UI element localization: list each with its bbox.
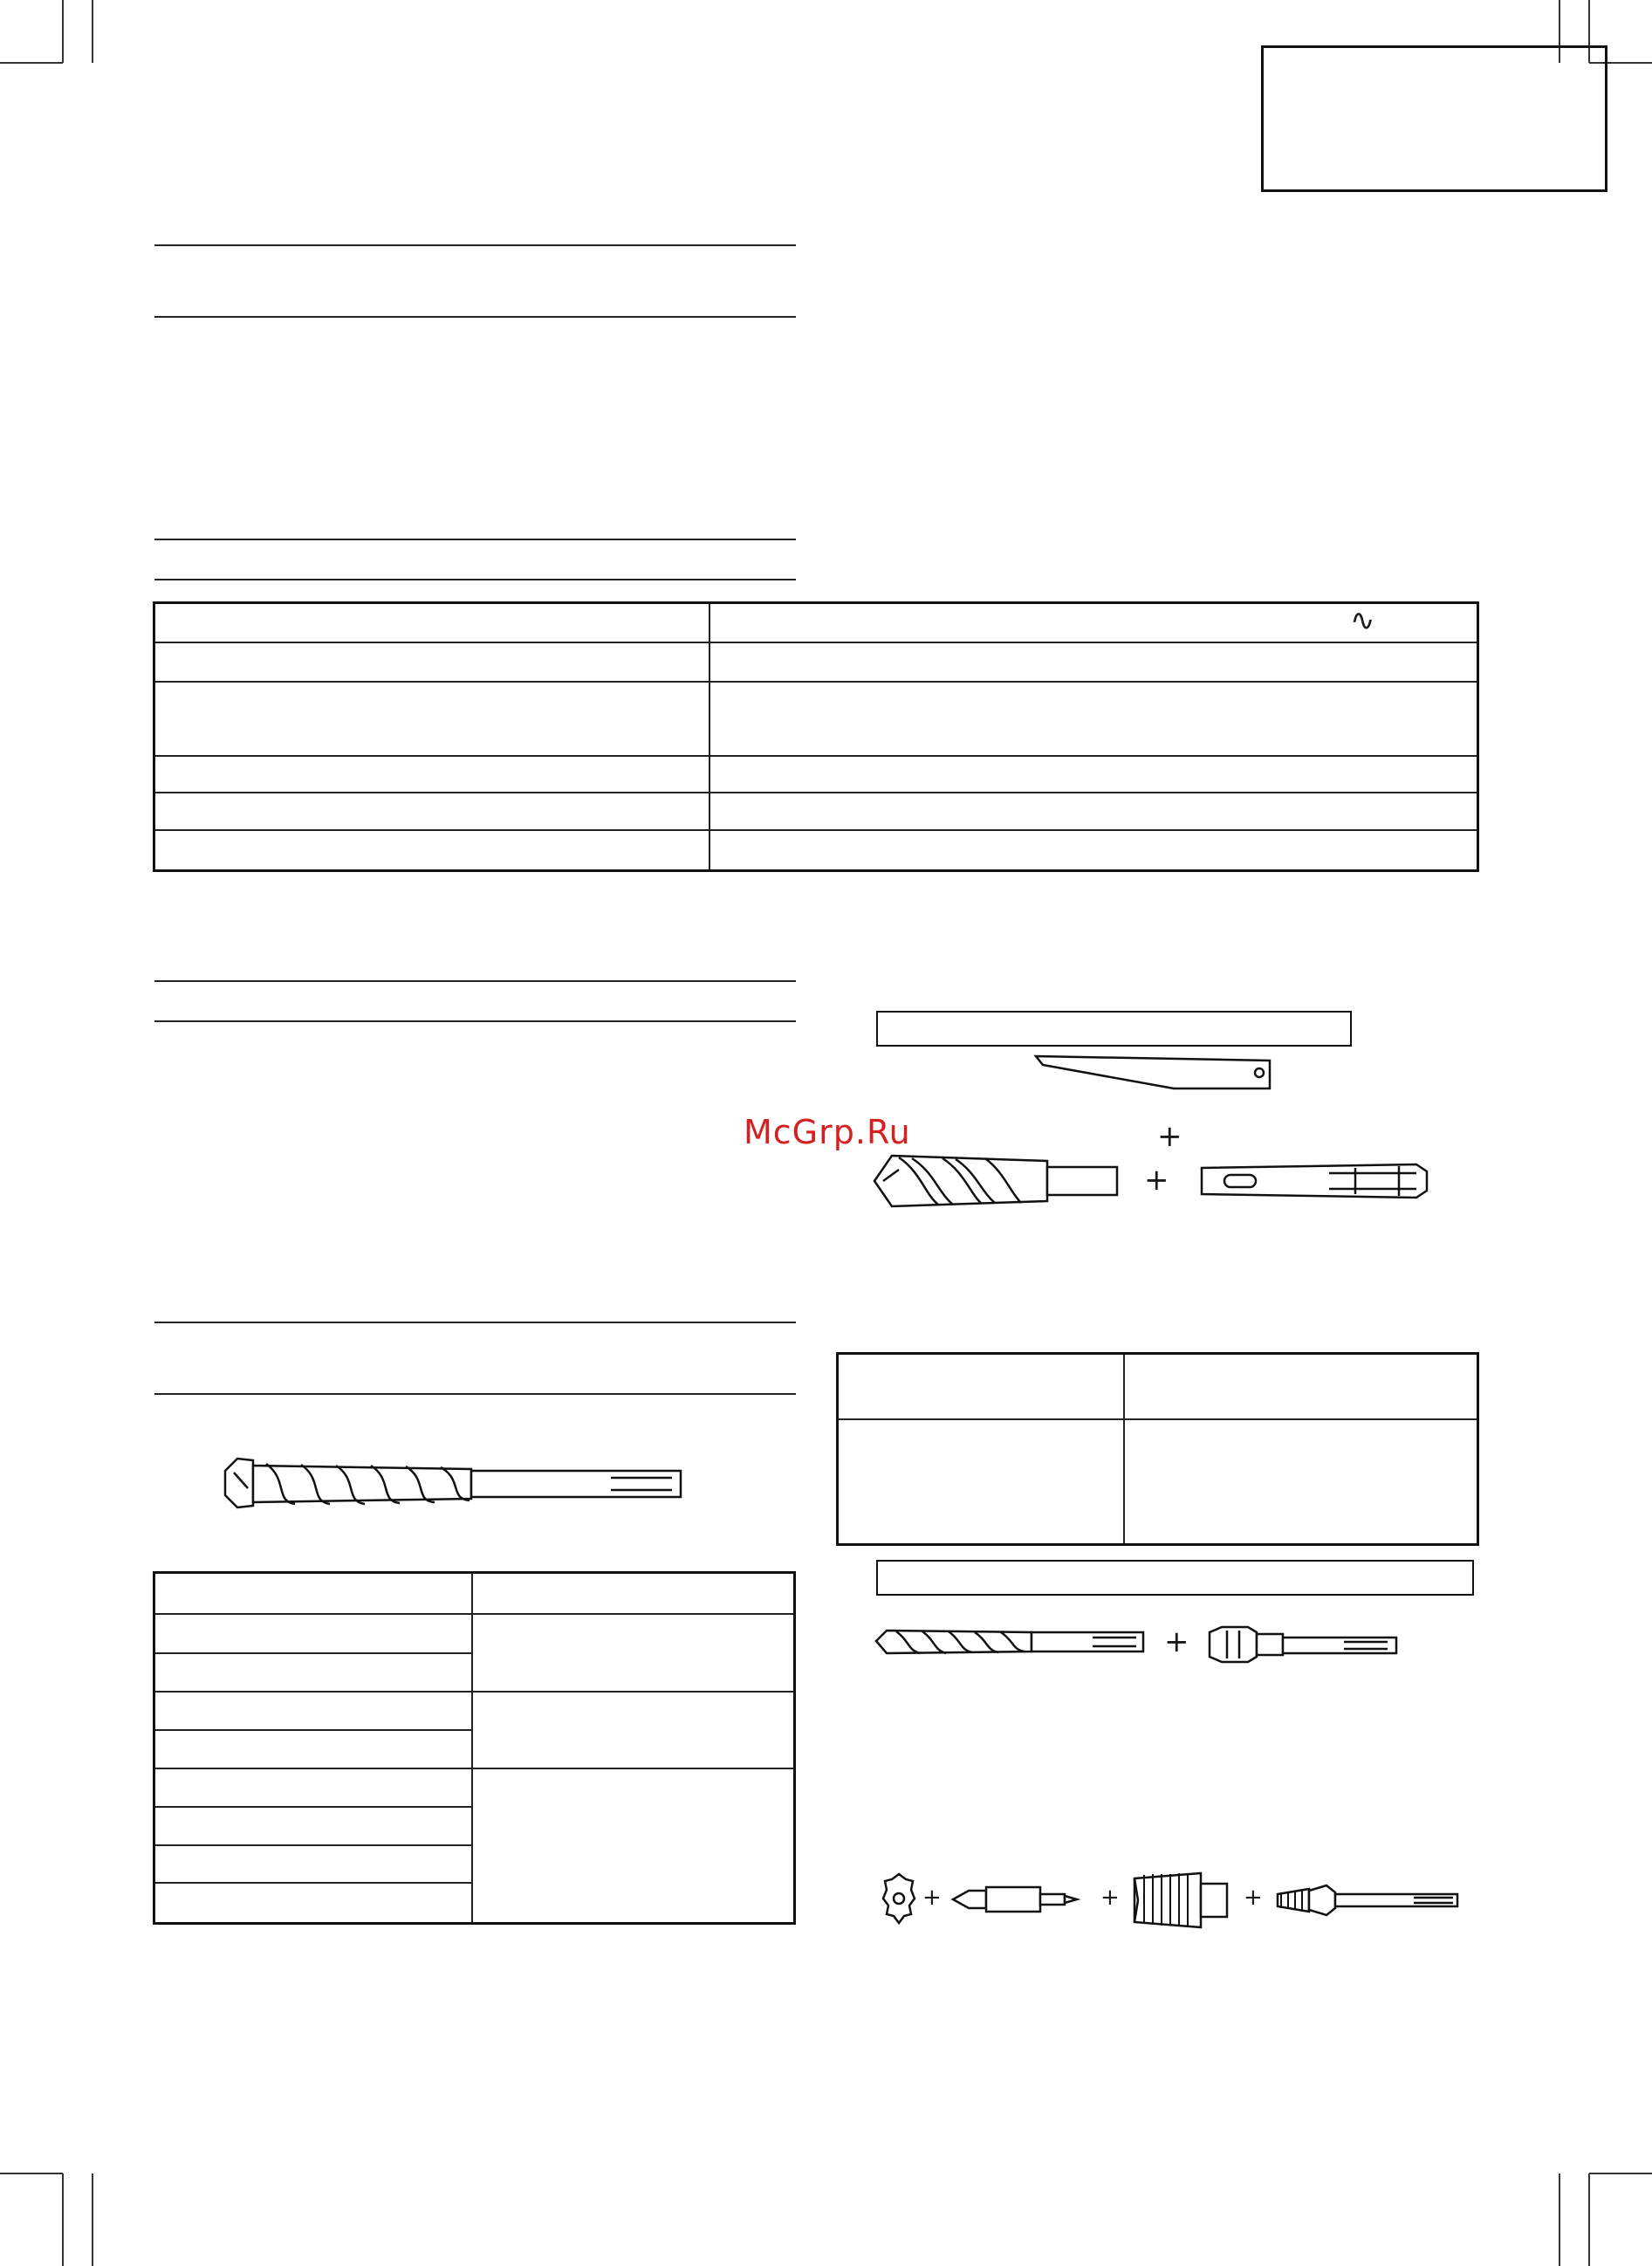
plus-sign: + bbox=[1144, 1163, 1169, 1198]
specifications-table bbox=[153, 601, 1479, 872]
plus-sign: + bbox=[1244, 1885, 1263, 1911]
spec-row-line bbox=[155, 681, 1477, 683]
adapter-table bbox=[836, 1352, 1479, 1546]
accessory-heading-box-1 bbox=[876, 1011, 1352, 1047]
section-rule-2-top bbox=[154, 539, 796, 540]
plus-sign: + bbox=[1100, 1885, 1120, 1911]
sds-masonry-drill-bit-icon bbox=[218, 1453, 689, 1514]
watermark-text: McGrp.Ru bbox=[744, 1113, 911, 1151]
section-rule-3-bottom bbox=[154, 1020, 796, 1022]
center-pin-icon bbox=[951, 1882, 1082, 1917]
section-rule-4-top bbox=[154, 1322, 796, 1323]
chuck-adapter-icon bbox=[1204, 1624, 1405, 1667]
spec-row-line bbox=[155, 755, 1477, 757]
section-rule-1-top bbox=[154, 244, 796, 246]
drill-size-table bbox=[153, 1571, 796, 1925]
ac-current-symbol: ∿ bbox=[1350, 603, 1375, 638]
spec-row-line bbox=[155, 829, 1477, 831]
taper-shank-adapter-icon bbox=[1198, 1159, 1434, 1203]
core-bit-wrench-icon bbox=[881, 1872, 916, 1925]
section-rule-3-top bbox=[154, 980, 796, 982]
core-bit-shank-icon bbox=[1274, 1878, 1466, 1922]
taper-shank-drill-bit-icon bbox=[873, 1150, 1126, 1212]
spec-row-line bbox=[155, 642, 1477, 643]
drill-row-line bbox=[155, 1768, 793, 1769]
drill-row-line bbox=[155, 1882, 471, 1884]
section-rule-4-bottom bbox=[154, 1393, 796, 1395]
core-bit-icon bbox=[1131, 1870, 1236, 1931]
drill-row-line bbox=[155, 1613, 793, 1615]
plus-sign: + bbox=[1157, 1119, 1182, 1154]
drill-row-line bbox=[155, 1691, 793, 1693]
straight-shank-drill-bit-icon bbox=[874, 1625, 1154, 1660]
plus-sign: + bbox=[922, 1885, 942, 1911]
drill-row-line bbox=[155, 1844, 471, 1846]
drill-row-line bbox=[155, 1729, 471, 1731]
cotter-wedge-icon bbox=[1034, 1052, 1287, 1095]
section-rule-1-bottom bbox=[154, 316, 796, 318]
spec-row-line bbox=[155, 792, 1477, 793]
accessory-heading-box-2 bbox=[876, 1560, 1474, 1596]
drill-table-divider bbox=[471, 1574, 473, 1922]
plus-sign: + bbox=[1164, 1624, 1189, 1659]
drill-row-line bbox=[155, 1806, 471, 1808]
adapter-row-line bbox=[839, 1418, 1477, 1420]
adapter-table-divider bbox=[1123, 1355, 1125, 1543]
language-tab-box bbox=[1261, 45, 1607, 192]
section-rule-2-bottom bbox=[154, 579, 796, 580]
drill-row-line bbox=[155, 1652, 471, 1654]
